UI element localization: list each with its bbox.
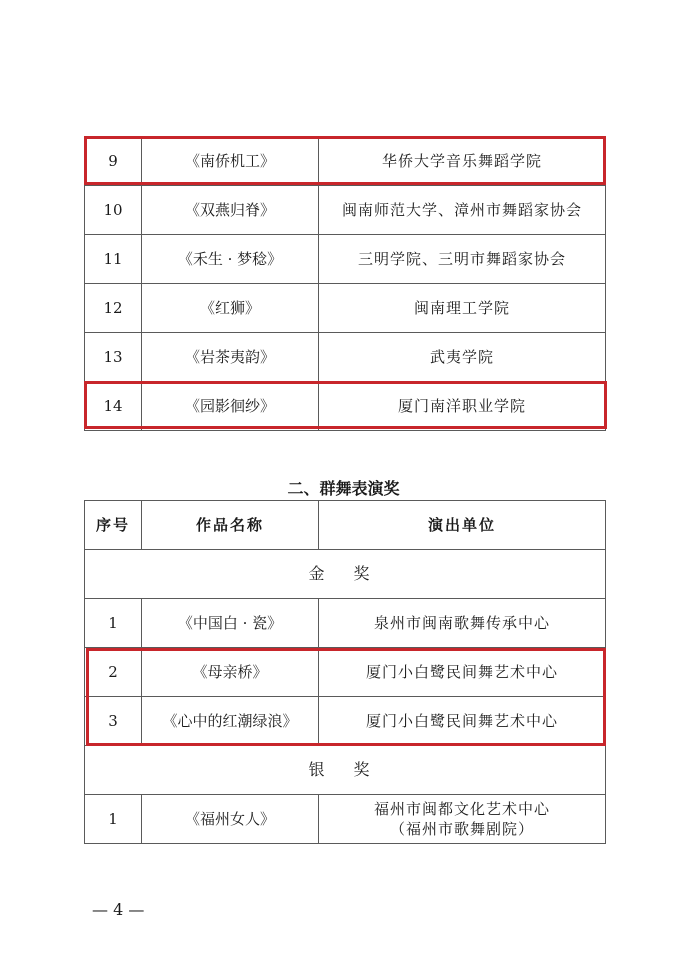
award-category-row [85,746,606,795]
row-number: 11 [85,235,142,284]
page-number: — 4 — [92,900,145,919]
row-number: 1 [85,795,142,844]
work-title: 《岩茶夷韵》 [142,333,319,382]
performing-unit: 华侨大学音乐舞蹈学院 [319,137,606,186]
table-header-row [85,501,606,550]
highlight-box-gold-rows-2-3 [86,648,606,746]
work-title: 《福州女人》 [142,795,319,844]
award-category-row [85,550,606,599]
table-row [85,235,606,284]
performing-unit [319,795,606,844]
work-title: 《心中的红潮绿浪》 [142,697,319,746]
performing-unit: 闽南师范大学、漳州市舞蹈家协会 [319,186,606,235]
performing-unit: 厦门小白鹭民间舞艺术中心 [319,697,606,746]
work-title: 《红狮》 [142,284,319,333]
section-title: 二、群舞表演奖 [287,479,400,498]
row-number: 10 [85,186,142,235]
row-number: 13 [85,333,142,382]
work-title: 《园影徊纱》 [142,382,319,431]
performing-unit: 武夷学院 [319,333,606,382]
performing-unit: 泉州市闽南歌舞传承中心 [319,599,606,648]
work-title: 《双燕归脊》 [142,186,319,235]
gold-award-label: 金 奖 [85,550,606,599]
work-title: 《南侨机工》 [142,137,319,186]
row-number: 9 [85,137,142,186]
work-title: 《中国白 · 瓷》 [142,599,319,648]
performing-unit: 厦门南洋职业学院 [319,382,606,431]
table-row [85,284,606,333]
table-row [85,186,606,235]
highlight-box-row-14 [84,381,607,429]
row-number: 3 [85,697,142,746]
row-number: 1 [85,599,142,648]
table-row [85,795,606,844]
table-row [85,333,606,382]
row-number: 12 [85,284,142,333]
table-row [85,599,606,648]
performing-unit-line1: 福州市闽都文化艺术中心 [373,799,550,818]
highlight-box-row-9 [84,136,606,185]
performing-unit: 厦门小白鹭民间舞艺术中心 [319,648,606,697]
performing-unit: 闽南理工学院 [319,284,606,333]
header-number: 序号 [85,501,142,550]
row-number: 14 [85,382,142,431]
performing-unit-line2: （福州市歌舞剧院） [389,820,534,838]
work-title: 《母亲桥》 [142,648,319,697]
header-performing-unit: 演出单位 [319,501,606,550]
work-title: 《禾生 · 梦稔》 [142,235,319,284]
performing-unit: 三明学院、三明市舞蹈家协会 [319,235,606,284]
silver-award-label: 银 奖 [85,746,606,795]
header-work-title: 作品名称 [142,501,319,550]
row-number: 2 [85,648,142,697]
